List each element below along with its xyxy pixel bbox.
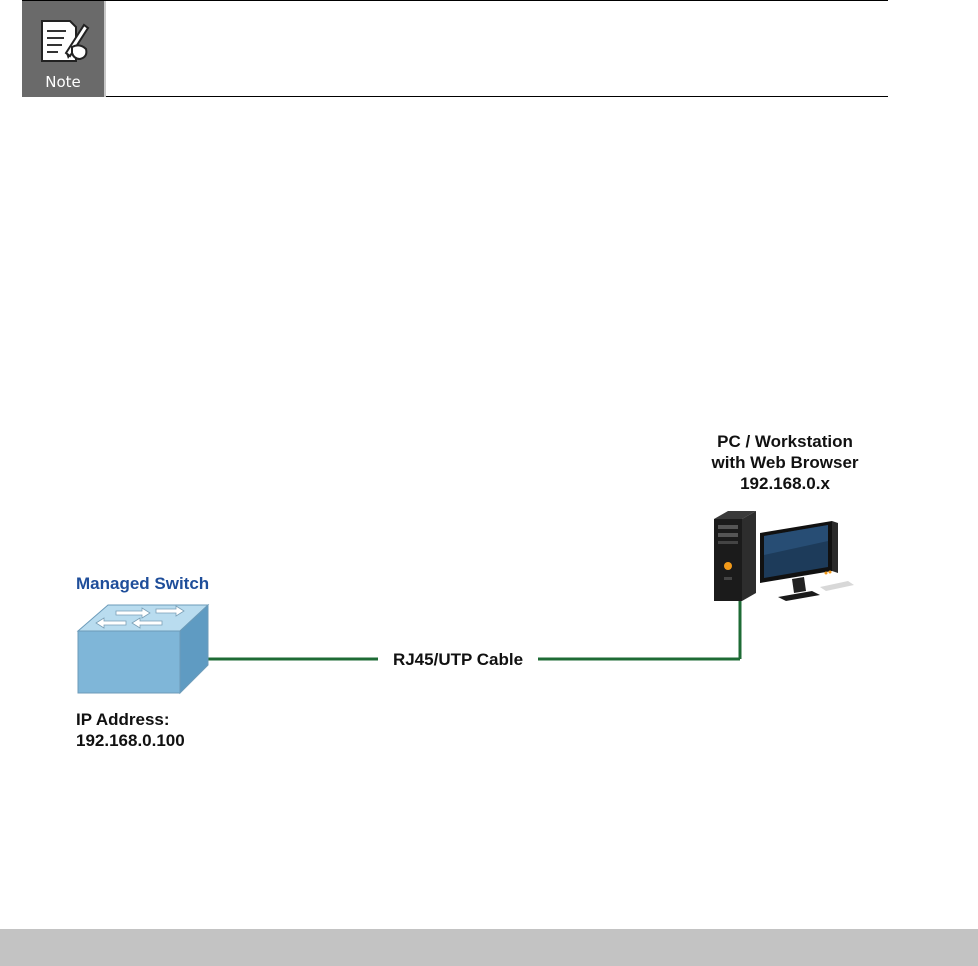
pc-label-line2: with Web Browser bbox=[711, 453, 859, 472]
pc-label-line3: 192.168.0.x bbox=[740, 474, 830, 493]
switch-title: Managed Switch bbox=[76, 574, 210, 593]
note-box bbox=[22, 0, 888, 97]
network-switch-icon bbox=[76, 603, 210, 708]
note-pencil-icon bbox=[22, 1, 106, 97]
footer-bar bbox=[0, 929, 978, 966]
desktop-computer-icon bbox=[708, 511, 858, 616]
cable-label: RJ45/UTP Cable bbox=[378, 649, 538, 670]
pc-label-line1: PC / Workstation bbox=[717, 432, 853, 451]
pc-label bbox=[700, 431, 870, 494]
switch-ip-address bbox=[76, 709, 185, 751]
switch-ip-label: IP Address: bbox=[76, 710, 170, 729]
network-diagram bbox=[0, 420, 978, 780]
note-label: Note bbox=[45, 73, 81, 91]
switch-ip-value: 192.168.0.100 bbox=[76, 731, 185, 750]
